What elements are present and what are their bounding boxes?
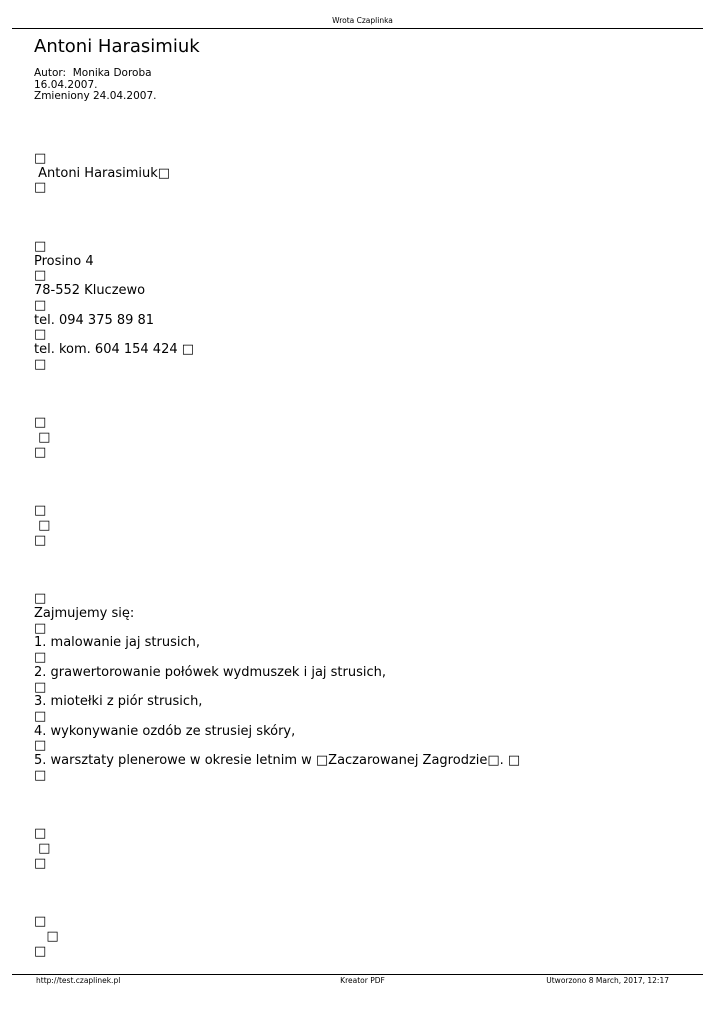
name-block (34, 152, 694, 196)
text-line: □ (34, 180, 47, 196)
phone-number: tel. 094 375 89 81 (34, 312, 155, 328)
address-block (34, 240, 694, 372)
text-line: □ (34, 841, 51, 856)
mobile-number: tel. kom. 604 154 424 □ (34, 341, 195, 357)
text-line: □ (34, 708, 47, 724)
text-line: □ (34, 650, 47, 666)
list-item: 3. miotełki z piór strusich, (34, 694, 203, 710)
text-line: □ (34, 297, 47, 313)
text-line: □ (34, 943, 47, 959)
text-line: □ (34, 738, 47, 754)
list-item: 2. grawertorowanie połówek wydmuszek i jaj strusich, (34, 664, 387, 680)
list-item: 1. malowanie jaj strusich, (34, 635, 200, 651)
footer-url: http://test.czaplinek.pl (36, 976, 121, 985)
empty-block (34, 416, 694, 460)
footer-created: Utworzono 8 March, 2017, 12:17 (546, 976, 669, 985)
text-line: □ (34, 929, 59, 945)
text-line: □ (34, 239, 47, 255)
activities-block (34, 592, 694, 783)
list-item: 4. wykonywanie ozdób ze strusiej skóry, (34, 723, 296, 739)
text-line: □ (34, 855, 47, 871)
date-modified: Zmieniony 24.04.2007. (34, 90, 157, 102)
footer-divider (12, 974, 703, 975)
text-line: □ (34, 503, 47, 519)
author-line: Autor: Monika Doroba (34, 67, 152, 79)
header-divider (12, 28, 703, 29)
page-title: Antoni Harasimiuk (34, 36, 200, 57)
address-city: 78-552 Kluczewo (34, 283, 146, 299)
text-line: □ (34, 444, 47, 460)
document-meta (34, 68, 156, 103)
text-line: □ (34, 518, 51, 533)
text-line: □ (34, 415, 47, 431)
text-line: □ (34, 620, 47, 636)
text-line: □ (34, 591, 47, 607)
address-street: Prosino 4 (34, 253, 94, 269)
text-line: □ (34, 532, 47, 548)
page-header: Wrota Czaplinka (332, 16, 393, 25)
empty-block (34, 504, 694, 548)
date-created: 16.04.2007. (34, 78, 98, 91)
text-line: Antoni Harasimiuk□ (34, 165, 171, 181)
text-line: □ (34, 356, 47, 372)
text-line: □ (34, 914, 47, 930)
text-line: □ (34, 826, 47, 842)
list-item: 5. warsztaty plenerowe w okresie letnim w □Zaczarowanej Zagrodzie□. □ (34, 752, 521, 768)
footer-generator: Kreator PDF (340, 976, 385, 985)
text-line: □ (34, 327, 47, 343)
text-line: □ (34, 429, 51, 445)
text-line: □ (34, 767, 47, 783)
text-line: □ (34, 679, 47, 695)
empty-block (34, 827, 694, 871)
document-body (34, 152, 694, 959)
text-line: □ (34, 151, 47, 166)
activities-heading: Zajmujemy się: (34, 606, 135, 622)
text-line: □ (34, 268, 47, 284)
empty-block (34, 915, 694, 959)
